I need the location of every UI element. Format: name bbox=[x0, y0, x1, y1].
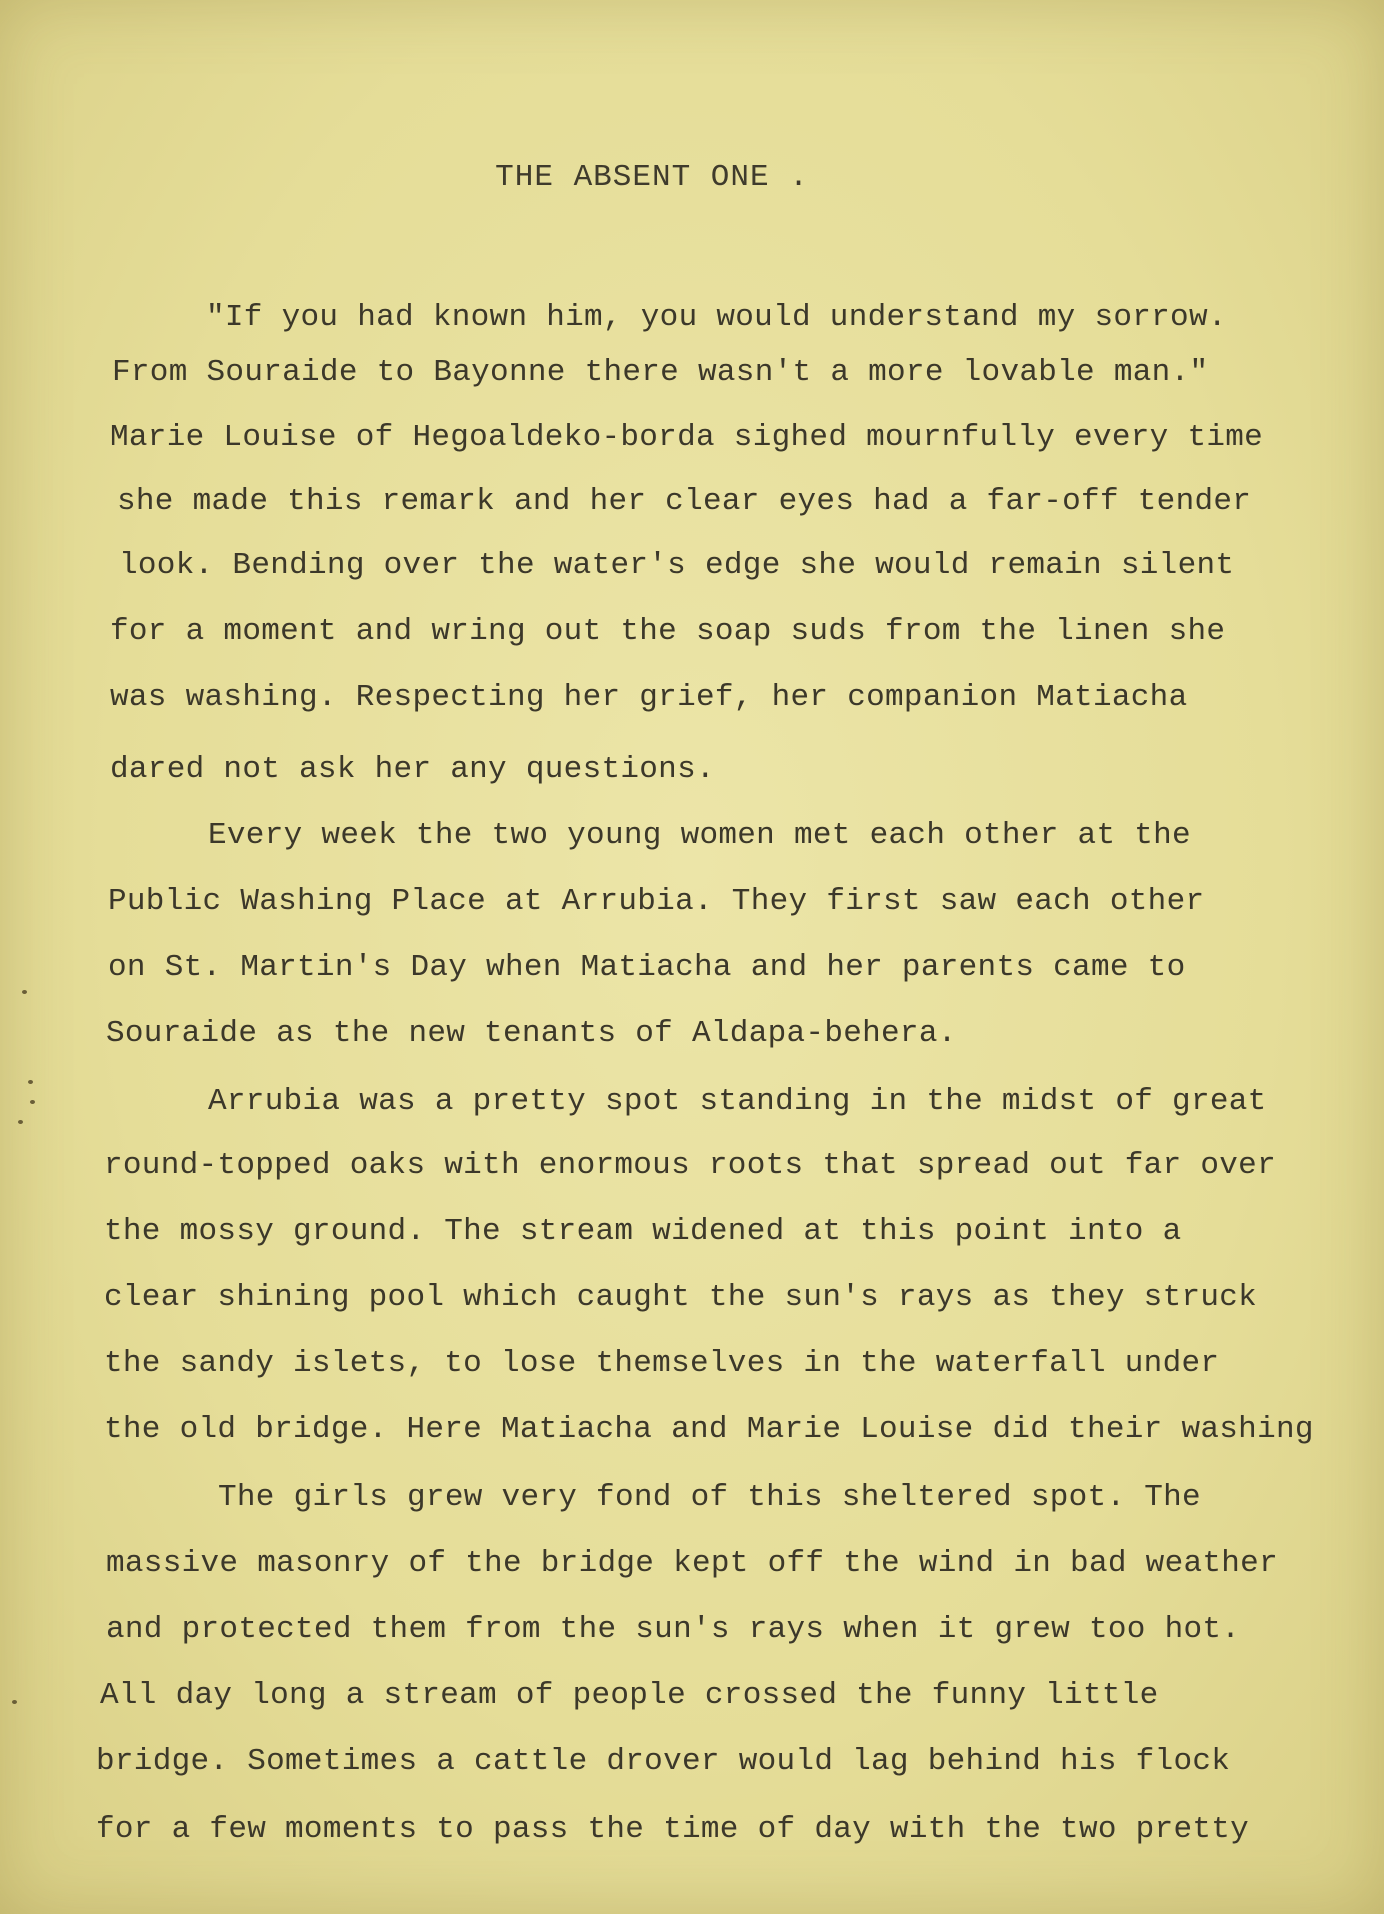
text-line: on St. Martin's Day when Matiacha and her parents came to bbox=[108, 950, 1186, 985]
text-line: clear shining pool which caught the sun's rays as they struck bbox=[104, 1280, 1258, 1315]
paper-speck bbox=[30, 1100, 35, 1104]
paper-speck bbox=[28, 1080, 33, 1084]
text-line: for a few moments to pass the time of day with the two pretty bbox=[96, 1812, 1250, 1847]
text-line: the old bridge. Here Matiacha and Marie Louise did their washing bbox=[104, 1412, 1314, 1447]
text-line: the mossy ground. The stream widened at this point into a bbox=[104, 1214, 1182, 1249]
text-line: The girls grew very fond of this sheltered spot. The bbox=[218, 1480, 1201, 1515]
text-line: the sandy islets, to lose themselves in the waterfall under bbox=[104, 1346, 1220, 1381]
text-line: Every week the two young women met each other at the bbox=[208, 818, 1191, 853]
text-line: she made this remark and her clear eyes had a far-off tender bbox=[117, 484, 1252, 519]
page-title: THE ABSENT ONE . bbox=[495, 160, 809, 195]
text-line: "If you had known him, you would understand my sorrow. bbox=[206, 300, 1227, 335]
paper-speck bbox=[22, 990, 27, 994]
text-line: Public Washing Place at Arrubia. They first saw each other bbox=[108, 884, 1205, 919]
text-line: look. Bending over the water's edge she would remain silent bbox=[119, 548, 1235, 583]
text-line: massive masonry of the bridge kept off the wind in bad weather bbox=[106, 1546, 1278, 1581]
paper-speck bbox=[18, 1120, 23, 1124]
text-line: bridge. Sometimes a cattle drover would lag behind his flock bbox=[96, 1744, 1231, 1779]
text-line: and protected them from the sun's rays when it grew too hot. bbox=[106, 1612, 1241, 1647]
text-line: Arrubia was a pretty spot standing in the midst of great bbox=[208, 1084, 1267, 1119]
paper-speck bbox=[12, 1700, 17, 1704]
text-line: Marie Louise of Hegoaldeko-borda sighed mournfully every time bbox=[110, 420, 1264, 455]
text-line: From Souraide to Bayonne there wasn't a more lovable man." bbox=[112, 355, 1209, 390]
text-line: round-topped oaks with enormous roots that spread out far over bbox=[104, 1148, 1276, 1183]
text-line: for a moment and wring out the soap suds from the linen she bbox=[110, 614, 1226, 649]
text-line: Souraide as the new tenants of Aldapa-behera. bbox=[106, 1016, 957, 1051]
text-line: was washing. Respecting her grief, her companion Matiacha bbox=[110, 680, 1188, 715]
text-line: dared not ask her any questions. bbox=[110, 752, 715, 787]
text-line: All day long a stream of people crossed the funny little bbox=[100, 1678, 1159, 1713]
